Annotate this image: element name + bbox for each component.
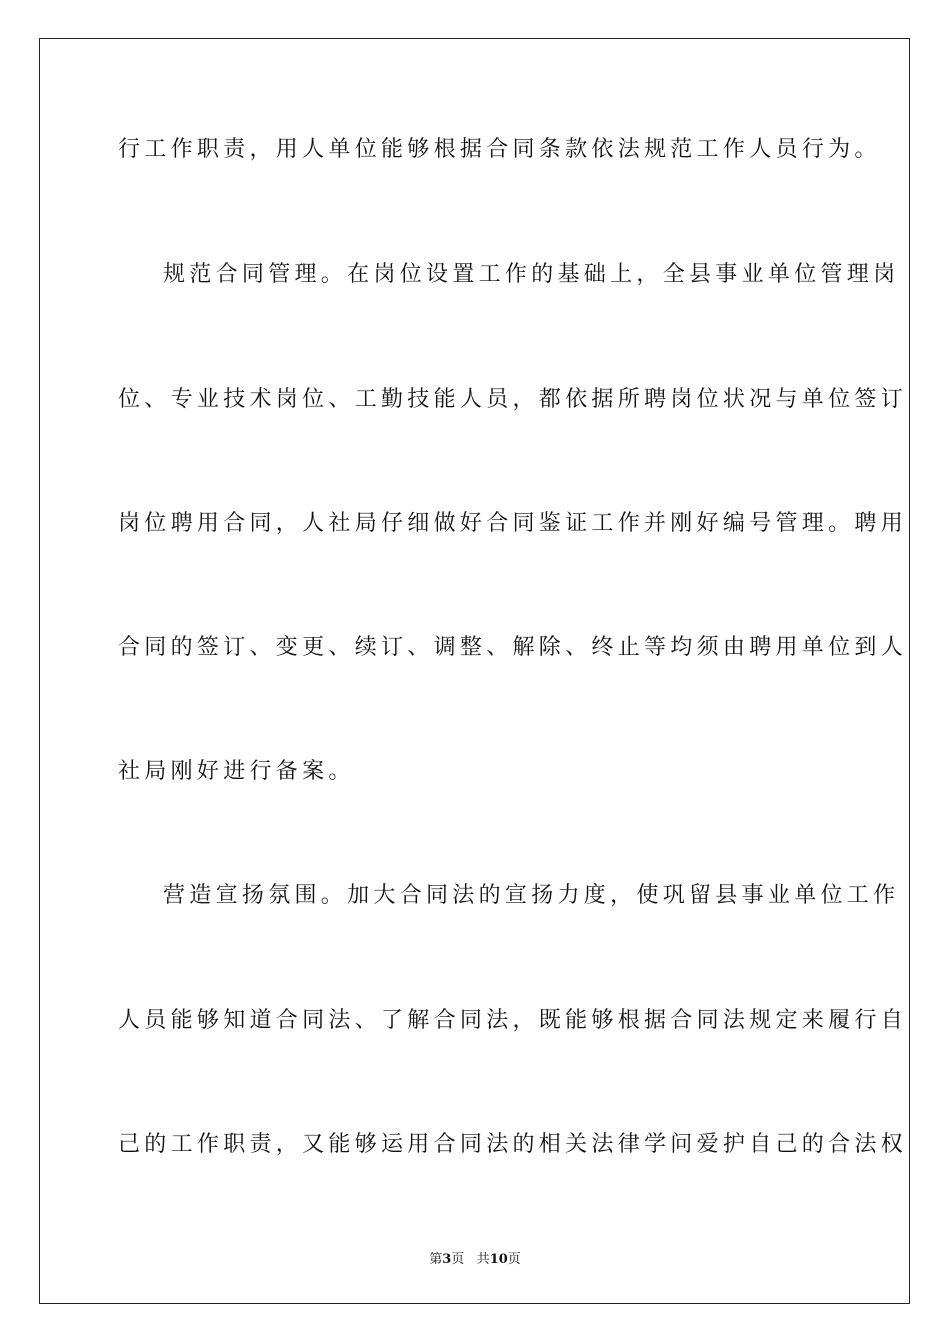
text-line-2: 规范合同管理。在岗位设置工作的基础上，全县事业单位管理岗: [163, 262, 900, 287]
total-suffix: 页: [507, 1252, 521, 1267]
text-line-6: 社局刚好进行备案。: [118, 759, 355, 784]
total-pages: 10: [489, 1252, 508, 1267]
page-footer: [0, 1248, 950, 1267]
text-line-5: 合同的签订、变更、续订、调整、解除、终止等均须由聘用单位到人: [118, 635, 908, 660]
page-number: 3: [442, 1252, 452, 1267]
text-line-7: 营造宣扬氛围。加大合同法的宣扬力度，使巩留县事业单位工作: [163, 883, 900, 908]
text-line-8: 人员能够知道合同法、了解合同法，既能够根据合同法规定来履行自: [118, 1008, 908, 1033]
page-suffix: 页: [451, 1252, 465, 1267]
text-line-4: 岗位聘用合同，人社局仔细做好合同鉴证工作并刚好编号管理。聘用: [118, 511, 908, 536]
text-line-3: 位、专业技术岗位、工勤技能人员，都依据所聘岗位状况与单位签订: [118, 387, 908, 412]
text-line-1: 行工作职责，用人单位能够根据合同条款依法规范工作人员行为。: [118, 137, 881, 162]
total-prefix: 共: [476, 1252, 490, 1267]
page-prefix: 第: [429, 1252, 443, 1267]
page-border: [39, 38, 910, 1304]
text-line-9: 己的工作职责，又能够运用合同法的相关法律学问爱护自己的合法权: [118, 1132, 908, 1157]
